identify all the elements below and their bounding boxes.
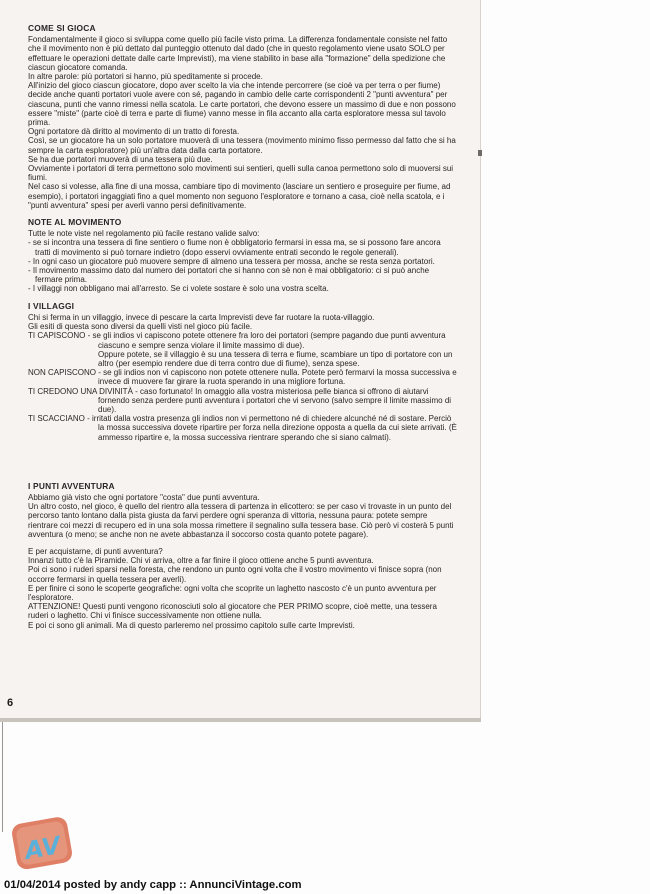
page-number: 6	[7, 697, 14, 709]
paragraph: In altre parole: più portatori si hanno, più speditamente si procede.	[28, 72, 263, 82]
section-heading: NOTE AL MOVIMENTO	[28, 217, 122, 228]
section-heading: I PUNTI AVVENTURA	[28, 480, 115, 491]
village-outcome: TI SCACCIANO - irritati dalla vostra presenza gli indios non vi permettono né di chiedere alcunché né di sostare. Perciò la mossa successiva dovete ripartire per forza nella direzione opposta a quella da cui siete arrivati. (È ammesso ripartire e, la mossa successiva rientrare sperando che si siano calmati).	[28, 414, 457, 442]
paragraph: Ogni portatore dà diritto al movimento di un tratto di foresta.	[28, 127, 240, 137]
paragraph: Poi ci sono i ruderi sparsi nella foresta, che rendono un punto ogni volta che il vostro movimento vi finisce sopra (non occorre fermarsi in quella tessera per averli).	[28, 565, 442, 584]
outcome-label: TI SCACCIANO	[28, 414, 85, 424]
outcome-label: NON CAPISCONO	[28, 368, 97, 378]
list-item: - In ogni caso un giocatore può muovere sempre di almeno una tessera per mossa, anche se resta senza portatori.	[28, 256, 435, 266]
paragraph: Ovviamente i portatori di terra permettono solo movimenti sui sentieri, quelli sulla canoa permettono solo di muoversi sui fiumi.	[28, 164, 454, 183]
page-content	[28, 24, 458, 630]
annuncivintage-logo-icon	[8, 812, 78, 874]
outcome-label: TI CAPISCONO	[28, 331, 86, 341]
list-item: - I villaggi non obbligano mai all'arresto. Se ci volete sostare è solo una vostra scelta.	[28, 284, 329, 294]
paragraph: E per finire ci sono le scoperte geografiche: ogni volta che scoprite un laghetto nascosto c'è un punto avventura per l'esploratore.	[28, 583, 437, 602]
outcome-text: se gli indios vi capiscono potete ottenere fra loro dei portatori (sempre pagando due punti avventura ciascuno e sempre senza violare il limite massimo di due).	[92, 331, 446, 350]
footer-caption: 01/04/2014 posted by andy capp :: AnnunciVintage.com	[4, 879, 302, 891]
paragraph: Fondamentalmente il gioco si sviluppa come quello più facile visto prima. La differenza fondamentale consiste nel fatto che il movimento non è più dettato dal punteggio ottenuto dal dado (che in questo regolamento viene usato SOLO per effettuare le operazioni dettate dalle carte Imprevisti), ma viene stabilito in base alla "formazione" della spedizione che ciascun giocatore comanda.	[28, 35, 448, 72]
margin-mark	[478, 150, 482, 156]
village-outcome: TI CREDONO UNA DIVINITÀ - caso fortunato! In omaggio alla vostra misteriosa pelle bianca si offrono di aiutarvi fornendo senza perdere punti avventura i portatori che vi servono (salvo sempre il limite massimo di due).	[28, 386, 452, 414]
list-item: - Il movimento massimo dato dal numero dei portatori che si hanno con sè non è mai obbligatorio: ci si può anche fermare prima.	[28, 266, 430, 285]
section-heading: I VILLAGGI	[28, 300, 75, 311]
paragraph: Se ha due portatori muoverà di una tessera più due.	[28, 154, 213, 164]
list-item: - se si incontra una tessera di fine sentiero o fiume non è obbligatorio fermarsi in essa ma, se si possono fare ancora tratti di movimento si può tornare indietro (dopo esservi ovviamente entrati secondo le regole generali).	[28, 238, 441, 257]
paragraph: Innanzi tutto c'è la Piramide. Chi vi arriva, oltre a far finire il gioco ottiene anche 5 punti avventura.	[28, 556, 374, 566]
paragraph: ATTENZIONE! Questi punti vengono riconosciuti solo al giocatore che PER PRIMO scopre, cioè mette, una tessera ruderi o laghetto. Chi vi finisce successivamente non ottiene nulla.	[28, 602, 437, 621]
page-crease	[2, 722, 3, 832]
outcome-text: se gli indios non vi capiscono non potete ottenere nulla. Potete però fermarvi la mossa successiva e invece di muovere far girare la ruota sperando in una migliore fortuna.	[98, 368, 457, 387]
paragraph: Un altro costo, nel gioco, è quello del rientro alla tessera di partenza in elicottero: se per caso vi trovaste in un punto del percorso tanto lontano dalla pista giusta da farvi perdere ogni speranza di vittoria, nessuna paura: potete sempre rientrare coi mezzi di recupero ed in una sola mossa rimettere il segnalino sulla tessera base. Ciò però vi costerà 5 punti avventura (o meno; se anche non ne avete abbastanza il soccorso costa quanto potete pagare).	[28, 502, 454, 539]
outcome-extra: Oppure potete, se il villaggio è su una tessera di terra e fiume, scambiare un tipo di portatore con un altro (per esempio rendere due di terra contro due di fiume), senza spese.	[98, 349, 453, 368]
paragraph: Chi si ferma in un villaggio, invece di pescare la carta Imprevisti deve far ruotare la ruota-villaggio.	[28, 312, 375, 322]
paragraph: All'inizio del gioco ciascun giocatore, dopo aver scelto la via che intende percorrere (se cioè va per terra o per fiume) decide anche quanti portatori vuole avere con sé, pagando in cambio delle carte corrispondenti 2 "punti avventura" per ciascuna, punti che vanno rimessi nella scatola. Le carte portatori, che devono essere un massimo di due e non possono essere "miste" (parte cioè di terra e parte di fiume) vanno messe in fila accanto alla carta esploratore messa sul tavolo prima.	[28, 81, 456, 128]
paragraph: Così, se un giocatore ha un solo portatore muoverà di una tessera (movimento minimo fisso permesso dal fatto che si ha sempre la carta esploratore) più un'altra data dalla carta portatore.	[28, 136, 456, 155]
paragraph: E per acquistarne, di punti avventura?	[28, 546, 163, 556]
village-outcome: TI CAPISCONO - se gli indios vi capiscono potete ottenere fra loro dei portatori (sempre pagando due punti avventura ciascuno e sempre senza violare il limite massimo di due).	[28, 331, 446, 350]
outcome-text: irritati dalla vostra presenza gli indios non vi permettono né di chiedere alcunché né di sostare. Perciò la mossa successiva dovete ripartire per forza nella direzione opposta a quella da cui siete arrivati. (È ammesso ripartire e, la mossa successiva rientrare sperando che si siano calmati).	[92, 414, 457, 442]
village-outcome: NON CAPISCONO - se gli indios non vi capiscono non potete ottenere nulla. Potete però fermarvi la mossa successiva e invece di muovere far girare la ruota sperando in una migliore fortuna.	[28, 368, 457, 387]
paragraph: Tutte le note viste nel regolamento più facile restano valide salvo:	[28, 229, 260, 239]
section-heading: COME SI GIOCA	[28, 23, 96, 33]
paragraph: Nel caso si volesse, alla fine di una mossa, cambiare tipo di movimento (lasciare un sentiero e proseguire per fiume, ad esempio), i portatori ingaggiati fino a quel momento non seguono l'esploratore e tornano a casa, cioè nella scatola, e i "punti avventura" spesi per averli vanno persi definitivamente.	[28, 182, 451, 210]
outcome-label: TI CREDONO UNA DIVINITÀ	[28, 386, 133, 396]
page-shadow	[0, 718, 481, 722]
outcome-text: caso fortunato! In omaggio alla vostra misteriosa pelle bianca si offrono di aiutarvi fornendo senza perdere punti avventura i portatori che vi servono (salvo sempre il limite massimo di due).	[98, 386, 452, 414]
svg-text:AV: AV	[22, 831, 63, 866]
paragraph: E poi ci sono gli animali. Ma di questo parleremo nel prossimo capitolo sulle carte Imprevisti.	[28, 620, 355, 630]
paragraph: Abbiamo già visto che ogni portatore "costa" due punti avventura.	[28, 492, 260, 502]
paragraph: Gli esiti di questa sono diversi da quelli visti nel gioco più facile.	[28, 322, 253, 332]
